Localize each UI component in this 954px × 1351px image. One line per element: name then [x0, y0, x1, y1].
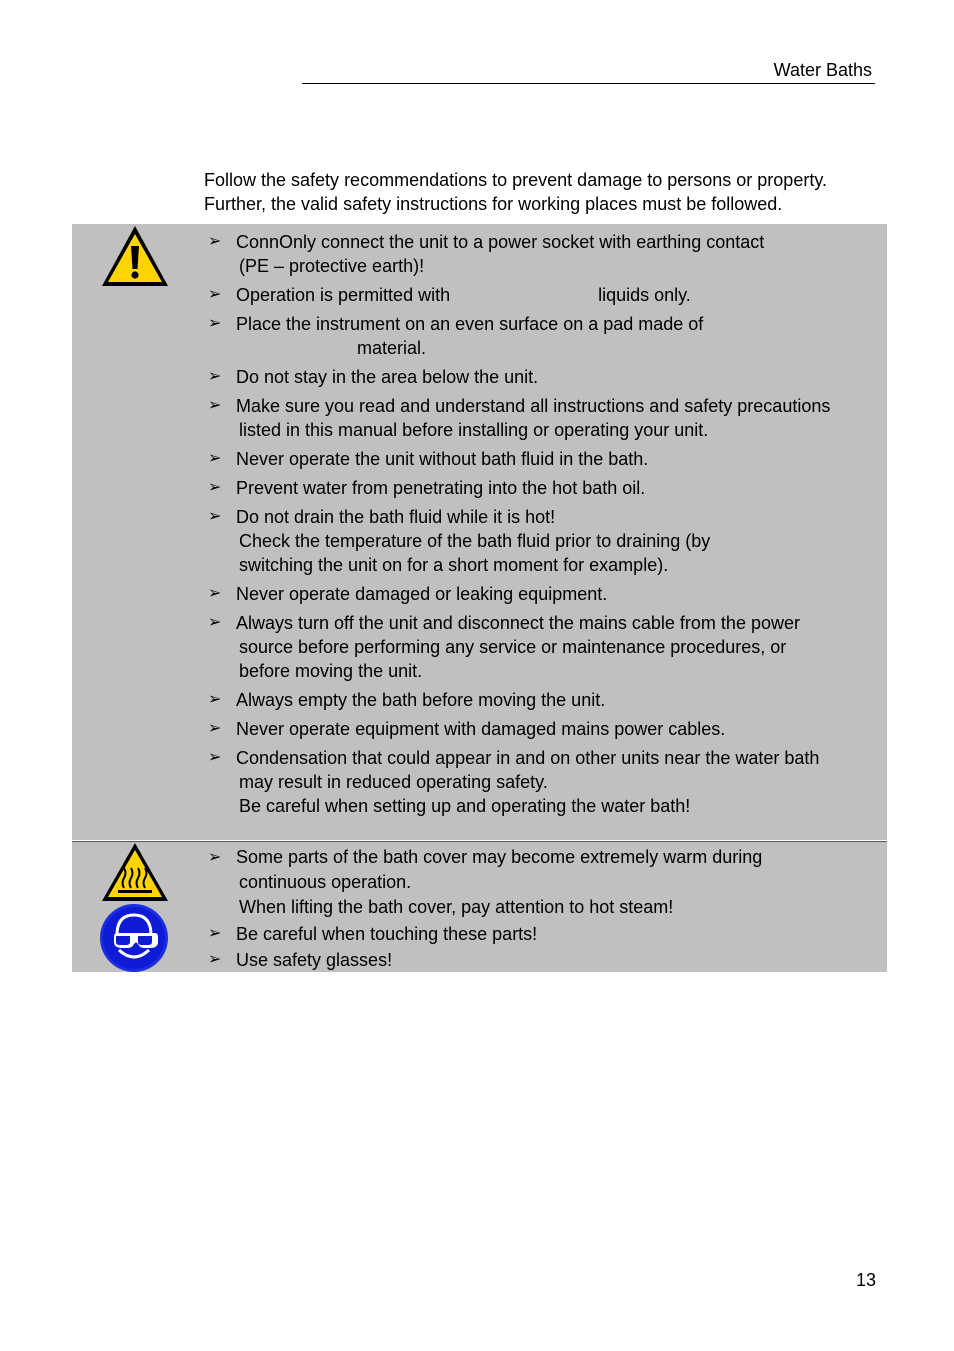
- page-number: 13: [855, 1270, 876, 1290]
- list-item: ➢ Some parts of the bath cover may become extremely warm during continuous operation. When lifting the bath cover, pay attention to hot steam!: [208, 847, 763, 917]
- arrow-bullet-icon: ➢: [208, 951, 222, 968]
- arrow-bullet-icon: ➢: [208, 450, 222, 467]
- header-rule: [302, 83, 875, 84]
- general-safety-panel: [72, 224, 887, 840]
- arrow-bullet-icon: ➢: [208, 397, 222, 414]
- arrow-bullet-icon: ➢: [208, 925, 222, 942]
- list-item: ➢ Use safety glasses!: [208, 950, 393, 970]
- intro-line-1: Follow the safety recommendations to prevent damage to persons or property.: [204, 170, 827, 190]
- list-item: ➢ Never operate equipment with damaged mains power cables.: [208, 719, 726, 739]
- arrow-bullet-icon: ➢: [208, 691, 222, 708]
- list-item: ➢ Operation is permitted with liquids only.: [208, 285, 691, 305]
- list-item: ➢ Always turn off the unit and disconnect the mains cable from the power source before performing any service or maintenance procedures, or before moving the unit.: [208, 613, 800, 681]
- arrow-bullet-icon: ➢: [208, 849, 222, 866]
- arrow-bullet-icon: ➢: [208, 585, 222, 602]
- intro-text: [204, 168, 827, 216]
- list-item: ➢ Never operate the unit without bath fluid in the bath.: [208, 449, 649, 469]
- hot-surface-icon: [100, 842, 170, 902]
- intro-line-2: Further, the valid safety instructions for working places must be followed.: [204, 194, 783, 214]
- arrow-bullet-icon: ➢: [208, 315, 222, 332]
- arrow-bullet-icon: ➢: [208, 233, 222, 250]
- arrow-bullet-icon: ➢: [208, 614, 222, 631]
- list-item: ➢ Do not stay in the area below the unit.: [208, 367, 539, 387]
- hot-surface-panel: [72, 841, 887, 972]
- arrow-bullet-icon: ➢: [208, 479, 222, 496]
- arrow-bullet-icon: ➢: [208, 286, 222, 303]
- warning-triangle-icon: [100, 224, 170, 288]
- list-item: ➢ Be careful when touching these parts!: [208, 924, 538, 944]
- safety-glasses-icon: [99, 903, 169, 973]
- list-item: ➢ Do not drain the bath fluid while it is hot! Check the temperature of the bath fluid prior to draining (by switching the unit on for a short moment for example).: [208, 507, 711, 575]
- arrow-bullet-icon: ➢: [208, 368, 222, 385]
- list-item: ➢ Always empty the bath before moving the unit.: [208, 690, 606, 710]
- header-title: Water Baths: [773, 60, 872, 80]
- arrow-bullet-icon: ➢: [208, 749, 222, 766]
- list-item: ➢ Prevent water from penetrating into the hot bath oil.: [208, 478, 646, 498]
- arrow-bullet-icon: ➢: [208, 720, 222, 737]
- list-item: ➢ Place the instrument on an even surface on a pad made of material.: [208, 314, 704, 358]
- list-item: ➢ ConnOnly connect the unit to a power socket with earthing contact (PE – protective earth)!: [208, 232, 765, 276]
- list-item: ➢ Make sure you read and understand all instructions and safety precautions listed in this manual before installing or operating your unit.: [208, 396, 831, 440]
- list-item: ➢ Condensation that could appear in and on other units near the water bath may result in reduced operating safety. Be careful when setting up and operating the water bath!: [208, 748, 820, 816]
- arrow-bullet-icon: ➢: [208, 508, 222, 525]
- list-item: ➢ Never operate damaged or leaking equipment.: [208, 584, 608, 604]
